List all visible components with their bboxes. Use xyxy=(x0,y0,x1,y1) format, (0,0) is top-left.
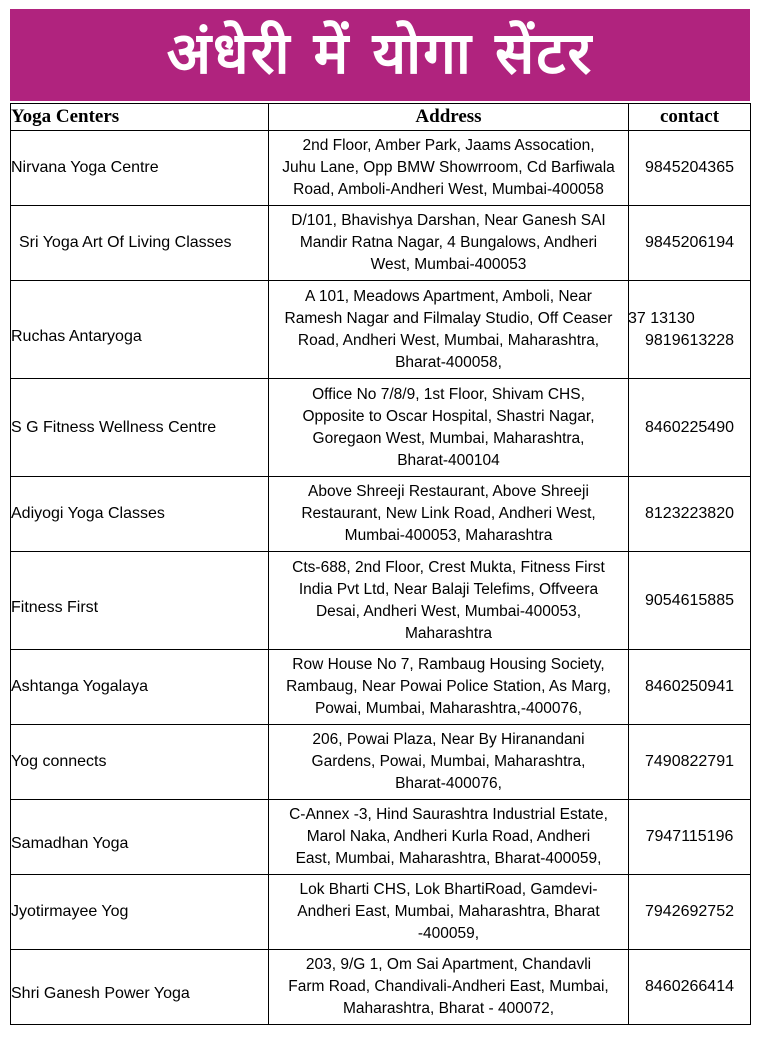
contact-number: 8460266414 xyxy=(645,978,734,995)
address-line: Goregaon West, Mumbai, Maharashtra, xyxy=(312,429,585,447)
center-name: Jyotirmayee Yog xyxy=(11,875,269,950)
center-contact xyxy=(629,552,751,650)
address-line: Bharat-400076, xyxy=(395,775,502,792)
title-banner xyxy=(10,9,750,101)
table-row xyxy=(11,950,751,1025)
center-contact xyxy=(629,281,751,379)
center-address xyxy=(269,281,629,379)
center-address xyxy=(269,477,629,552)
center-name: Adiyogi Yoga Classes xyxy=(11,477,269,552)
contact-number: 8123223820 xyxy=(645,505,734,522)
contact-number: 9819613228 xyxy=(645,331,734,349)
address-line: Road, Amboli-Andheri West, Mumbai-400058 xyxy=(293,181,604,198)
table-row xyxy=(11,477,751,552)
center-contact xyxy=(629,131,751,206)
contact-number: 7942692752 xyxy=(645,903,734,920)
center-contact xyxy=(629,650,751,725)
center-address xyxy=(269,725,629,800)
address-line: -400059, xyxy=(417,925,480,942)
table-row xyxy=(11,800,751,875)
table-row xyxy=(11,281,751,379)
address-line: 203, 9/G 1, Om Sai Apartment, Chandavli xyxy=(305,956,592,973)
contact-number: 9845206194 xyxy=(645,234,734,251)
address-line: Ramesh Nagar and Filmalay Studio, Off Ceaser xyxy=(284,309,613,327)
address-line: Rambaug, Near Powai Police Station, As Marg, xyxy=(286,678,611,695)
address-line: Mandir Ratna Nagar, 4 Bungalows, Andheri xyxy=(299,234,598,251)
table-row xyxy=(11,206,751,281)
center-contact xyxy=(629,477,751,552)
address-line: East, Mumbai, Maharashtra, Bharat-400059, xyxy=(295,850,602,867)
contact-number: 8460250941 xyxy=(645,678,734,695)
address-line: A 101, Meadows Apartment, Amboli, Near xyxy=(305,287,592,305)
address-line: Office No 7/8/9, 1st Floor, Shivam CHS, xyxy=(312,385,585,403)
table-row xyxy=(11,379,751,477)
address-line: Andheri East, Mumbai, Maharashtra, Bharat xyxy=(297,903,600,920)
table-row xyxy=(11,875,751,950)
header-contact: contact xyxy=(629,104,751,131)
contact-number: 8460225490 xyxy=(645,418,734,436)
page-title: अंधेरी में योगा सेंटर xyxy=(166,19,594,87)
address-line: Gardens, Powai, Mumbai, Maharashtra, xyxy=(311,753,586,770)
address-line: Mumbai-400053, Maharashtra xyxy=(344,527,553,544)
address-line: Powai, Mumbai, Maharashtra,-400076, xyxy=(314,700,583,717)
address-line: Maharashtra xyxy=(404,624,492,642)
header-yoga-centers: Yoga Centers xyxy=(11,104,269,131)
table-row xyxy=(11,131,751,206)
table-row xyxy=(11,650,751,725)
center-name: Fitness First xyxy=(11,552,269,650)
center-name: Ashtanga Yogalaya xyxy=(11,650,269,725)
center-name: Yog connects xyxy=(11,725,269,800)
address-line: Opposite to Oscar Hospital, Shastri Nagar, xyxy=(302,407,595,425)
center-address xyxy=(269,552,629,650)
center-name: Sri Yoga Art Of Living Classes xyxy=(11,206,269,281)
table-row xyxy=(11,725,751,800)
address-line: Row House No 7, Rambaug Housing Society, xyxy=(292,656,605,673)
center-contact xyxy=(629,800,751,875)
address-line: C-Annex -3, Hind Saurashtra Industrial Estate, xyxy=(289,806,608,823)
address-line: India Pvt Ltd, Near Balaji Telefims, Offveera xyxy=(298,580,599,598)
center-name: Ruchas Antaryoga xyxy=(11,281,269,379)
center-name: S G Fitness Wellness Centre xyxy=(11,379,269,477)
center-address xyxy=(269,650,629,725)
center-contact xyxy=(629,379,751,477)
center-address xyxy=(269,950,629,1025)
center-address xyxy=(269,131,629,206)
center-name: Samadhan Yoga xyxy=(11,800,269,875)
address-line: Above Shreeji Restaurant, Above Shreeji xyxy=(308,483,589,500)
table-header-row xyxy=(11,104,751,131)
address-line: D/101, Bhavishya Darshan, Near Ganesh SAI xyxy=(291,212,606,229)
center-address xyxy=(269,379,629,477)
center-address xyxy=(269,875,629,950)
address-line: Bharat-400058, xyxy=(395,353,502,371)
address-line: Maharashtra, Bharat - 400072, xyxy=(342,1000,555,1017)
address-line: Lok Bharti CHS, Lok BhartiRoad, Gamdevi- xyxy=(299,881,598,898)
yoga-centers-table xyxy=(10,103,751,1025)
contact-number: 7490822791 xyxy=(645,753,734,770)
center-contact xyxy=(629,950,751,1025)
address-line: Juhu Lane, Opp BMW Showrroom, Cd Barfiwala xyxy=(282,159,615,176)
address-line: Restaurant, New Link Road, Andheri West, xyxy=(301,505,596,522)
address-line: Farm Road, Chandivali-Andheri East, Mumbai, xyxy=(288,978,609,995)
address-line: West, Mumbai-400053 xyxy=(370,256,527,273)
center-contact xyxy=(629,206,751,281)
header-address: Address xyxy=(269,104,629,131)
center-contact xyxy=(629,875,751,950)
contact-number: 7947115196 xyxy=(645,828,734,845)
address-line: Cts-688, 2nd Floor, Crest Mukta, Fitness First xyxy=(292,558,605,576)
contact-number: 9845204365 xyxy=(645,159,734,176)
center-name: Shri Ganesh Power Yoga xyxy=(11,950,269,1025)
center-address xyxy=(269,800,629,875)
address-line: 2nd Floor, Amber Park, Jaams Assocation, xyxy=(302,137,595,154)
center-contact xyxy=(629,725,751,800)
contact-number: 9054615885 xyxy=(645,591,734,609)
address-line: Marol Naka, Andheri Kurla Road, Andheri xyxy=(306,828,591,845)
address-line: 206, Powai Plaza, Near By Hiranandani xyxy=(312,731,585,748)
address-line: Bharat-400104 xyxy=(397,451,500,469)
table-row xyxy=(11,552,751,650)
center-name: Nirvana Yoga Centre xyxy=(11,131,269,206)
address-line: Road, Andheri West, Mumbai, Maharashtra, xyxy=(297,331,600,349)
center-address xyxy=(269,206,629,281)
address-line: Desai, Andheri West, Mumbai-400053, xyxy=(315,602,582,620)
contact-number: 37 13130 xyxy=(628,309,695,327)
